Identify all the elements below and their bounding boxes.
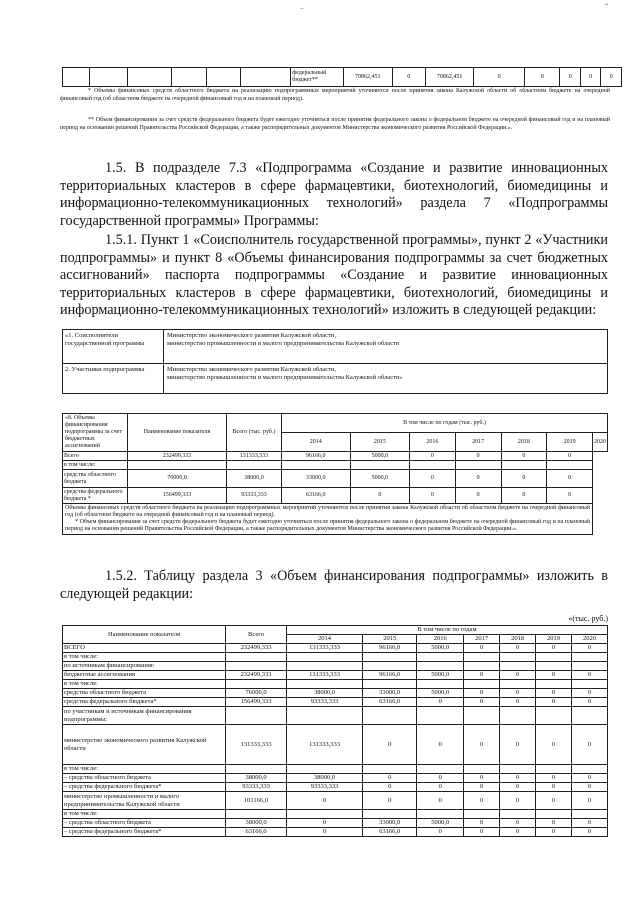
table-cell [128, 461, 227, 470]
table-cell [226, 662, 287, 671]
row-name: по источникам финансирования: [63, 662, 226, 671]
table-row [63, 653, 608, 662]
table-cell [464, 680, 500, 689]
table-cell: 0 [500, 783, 536, 792]
table-cell: 0 [350, 488, 409, 504]
table-cell [571, 707, 607, 725]
table-cell: 5000,0 [417, 689, 464, 698]
table-cell: 0 [571, 689, 607, 698]
top-table-fragment [62, 67, 622, 87]
table-cell [417, 765, 464, 774]
table-cell: 0 [571, 774, 607, 783]
table-cell [536, 810, 572, 819]
table-cell [350, 461, 409, 470]
table-cell: 0 [500, 792, 536, 810]
table-cell [363, 765, 417, 774]
year-header: 2016 [417, 635, 464, 644]
year-header: 2014 [287, 635, 363, 644]
table-cell: 0 [464, 819, 500, 828]
table-cell: 93333,333 [226, 783, 287, 792]
table-cell: 93333,333 [287, 783, 363, 792]
table-cell: 0 [417, 828, 464, 837]
table-cell: 0 [464, 828, 500, 837]
table-cell [571, 680, 607, 689]
financing-note: Объемы финансовых средств областного бюджета на реализацию подпрограммных мероприятий уточняются после принятия закона Калужской области об областном бюджете на очередной финансовый год (об областном бюджете на очередной финансовый год и на плановый период). [65, 505, 590, 518]
row-name: в том числе: [63, 810, 226, 819]
table-cell [417, 662, 464, 671]
table-cell: 38000,0 [226, 819, 287, 828]
row-name: в том числе: [63, 680, 226, 689]
year-header: 2014 [282, 433, 351, 452]
table-cell: 131333,333 [227, 452, 282, 461]
passport-row-label: 2. Участники подпрограммы [63, 364, 164, 394]
table-cell: 0 [524, 68, 560, 87]
table-cell: 0 [464, 774, 500, 783]
table-cell: 0 [464, 725, 500, 765]
header-total: Всего [226, 626, 287, 644]
row-name: по участникам и источникам финансирования подпрограммы: [63, 707, 226, 725]
year-header: 2020 [592, 433, 607, 452]
table-row [63, 783, 608, 792]
table-cell [464, 707, 500, 725]
table-cell [500, 765, 536, 774]
table-cell: 131333,333 [287, 671, 363, 680]
table-cell [417, 653, 464, 662]
table-cell: 0 [417, 725, 464, 765]
table-row [63, 810, 608, 819]
table-cell [363, 653, 417, 662]
table-cell [536, 662, 572, 671]
section-1-5-2-text [60, 568, 608, 603]
table-cell: 0 [536, 644, 572, 653]
table-cell: 0 [547, 470, 593, 488]
table-cell [417, 707, 464, 725]
table-cell: 0 [392, 68, 425, 87]
table-cell: 0 [571, 698, 607, 707]
table-cell: 0 [287, 828, 363, 837]
table-cell: 0 [455, 488, 501, 504]
table-cell: 0 [500, 828, 536, 837]
table-cell [287, 765, 363, 774]
table-cell: 0 [410, 488, 456, 504]
table-cell: 0 [287, 792, 363, 810]
table-cell: 0 [500, 698, 536, 707]
table-row [63, 452, 608, 461]
table-cell: 0 [464, 698, 500, 707]
table-cell: 0 [455, 452, 501, 461]
table-cell: 0 [410, 470, 456, 488]
table-cell: 0 [500, 644, 536, 653]
table-cell: 131333,333 [287, 644, 363, 653]
table-cell [500, 680, 536, 689]
table-cell: 0 [580, 68, 600, 87]
table-cell [500, 810, 536, 819]
table-cell: 232499,333 [226, 644, 287, 653]
table-cell: 0 [536, 774, 572, 783]
table-cell: 0 [501, 488, 547, 504]
top-footnote-1: * Объемы финансовых средств областного бюджета на реализацию подпрограммных мероприятий уточняются после принятия закона Калужской области об областном бюджете на очередной финансовый год (об областном бюджете на очередной финансовый год и на плановый период). [60, 88, 610, 102]
row-name: министерство промышленности и малого предпринимательства Калужской области [63, 792, 226, 810]
table-cell: 0 [363, 774, 417, 783]
table-cell: 0 [571, 783, 607, 792]
table-cell: 0 [536, 698, 572, 707]
table-cell [287, 653, 363, 662]
table-row [63, 819, 608, 828]
table-cell: 0 [464, 644, 500, 653]
table-cell: 38000,0 [227, 470, 282, 488]
table-cell: 0 [571, 644, 607, 653]
table-cell [571, 653, 607, 662]
table-cell [500, 653, 536, 662]
top-table-label: федеральный бюджет** [291, 68, 344, 87]
table-cell: 33000,0 [282, 470, 351, 488]
table-cell: 0 [464, 689, 500, 698]
table-row [63, 662, 608, 671]
table-cell [500, 707, 536, 725]
financing-notes [63, 504, 593, 535]
table-cell: 0 [571, 671, 607, 680]
table-cell [226, 680, 287, 689]
passport-value-line: Министерство экономического развития Калужской области, [167, 366, 336, 373]
table-cell [226, 810, 287, 819]
passport-value-line: Министерство экономического развития Калужской области, [167, 332, 336, 339]
table-cell: 0 [560, 68, 580, 87]
table-cell [536, 707, 572, 725]
table-cell [417, 680, 464, 689]
table-cell: 33000,0 [363, 819, 417, 828]
table-cell: 0 [287, 819, 363, 828]
table-cell [282, 461, 351, 470]
table-cell: 0 [601, 68, 622, 87]
table-cell: 38000,0 [226, 774, 287, 783]
table-cell: 0 [536, 819, 572, 828]
table-cell [287, 662, 363, 671]
table-cell: 0 [500, 671, 536, 680]
table-cell: 63166,0 [282, 488, 351, 504]
year-header: 2018 [501, 433, 547, 452]
table-row [63, 698, 608, 707]
table-cell: 0 [547, 488, 593, 504]
table-cell: 0 [571, 828, 607, 837]
financing-table [62, 625, 608, 837]
paragraph-1-5-1: 1.5.1. Пункт 1 «Соисполнитель государственной программы», пункт 2 «Участники подпрограммы» и пункт 8 «Объемы финансирования подпрограммы за счет бюджетных ассигнований» паспорта подпрограммы «Создание и развитие инновационных территориальных кластеров в сфере фармацевтики, биотехнологий, биомедицины и информационно-телекоммуникационных технологий» изложить в следующей редакции: [60, 232, 608, 318]
row-name: – средства областного бюджета [63, 819, 226, 828]
table-cell: 5000,0 [417, 644, 464, 653]
table-row [63, 644, 608, 653]
passport-financing-table [62, 413, 608, 535]
year-header: 2017 [455, 433, 501, 452]
table-cell [227, 461, 282, 470]
table-cell [464, 810, 500, 819]
table-row [63, 725, 608, 765]
row-name: в том числе: [63, 461, 128, 470]
passport-row-value [164, 330, 608, 364]
table-cell: 76000,0 [128, 470, 227, 488]
table-cell: 93333,333 [287, 698, 363, 707]
table-cell: 38000,0 [287, 774, 363, 783]
table-cell: 0 [363, 783, 417, 792]
table-cell: 0 [410, 452, 456, 461]
table-cell [287, 707, 363, 725]
table-cell [500, 662, 536, 671]
table-row [63, 461, 608, 470]
table-cell: 0 [474, 68, 525, 87]
table-cell [417, 810, 464, 819]
table-cell: 96166,0 [363, 644, 417, 653]
table-cell: 0 [536, 792, 572, 810]
row-name: бюджетные ассигнования [63, 671, 226, 680]
table-cell [536, 765, 572, 774]
year-header: 2018 [500, 635, 536, 644]
year-header: 2015 [350, 433, 409, 452]
table-row [63, 470, 608, 488]
table-cell: 5000,0 [417, 671, 464, 680]
table-cell: 96166,0 [363, 671, 417, 680]
corner-mark: _ [300, 2, 304, 10]
table-cell: 131333,333 [287, 725, 363, 765]
table-cell: 38000,0 [287, 689, 363, 698]
table-cell: 0 [536, 671, 572, 680]
header-name: Наименование показателя [63, 626, 226, 644]
table-row [63, 774, 608, 783]
table-cell: 0 [571, 792, 607, 810]
row-name: средства федерального бюджета * [63, 488, 128, 504]
table-cell [226, 653, 287, 662]
table-cell: 156499,333 [128, 488, 227, 504]
table-cell [226, 765, 287, 774]
table-row [63, 792, 608, 810]
row-name: – средства федерального бюджета* [63, 783, 226, 792]
table-cell [501, 461, 547, 470]
table-row [63, 488, 608, 504]
table-cell: 63166,0 [363, 828, 417, 837]
table-cell: 63166,0 [226, 828, 287, 837]
table-cell: 0 [417, 774, 464, 783]
table-cell: 0 [547, 452, 593, 461]
table-cell: 5000,0 [417, 819, 464, 828]
section-1-5-text [60, 160, 608, 230]
table-cell: 5000,0 [350, 452, 409, 461]
row-name: средства областного бюджета [63, 470, 128, 488]
row-name: Всего [63, 452, 128, 461]
table-cell: 0 [363, 725, 417, 765]
row-name: министерство экономического развития Калужской области [63, 725, 226, 765]
table-cell: 232499,333 [128, 452, 227, 461]
passport-table [62, 329, 608, 394]
row-name: в том числе: [63, 653, 226, 662]
units-label: «(тыс. руб.) [568, 614, 608, 623]
table-cell [571, 810, 607, 819]
table-row [63, 828, 608, 837]
table-cell: 0 [417, 792, 464, 810]
table-row [63, 707, 608, 725]
table-cell: 131333,333 [226, 725, 287, 765]
table-row [63, 689, 608, 698]
table-cell: 0 [500, 689, 536, 698]
table-cell: 0 [363, 792, 417, 810]
table-cell: 76000,0 [226, 689, 287, 698]
passport-row-label: «1. Соисполнители государственной программы [63, 330, 164, 364]
table-cell [226, 707, 287, 725]
header-name: Наименование показателя [128, 414, 227, 452]
table-row [63, 680, 608, 689]
table-cell: 0 [417, 783, 464, 792]
table-cell [287, 680, 363, 689]
paragraph-1-5: 1.5. В подразделе 7.3 «Подпрограмма «Создание и развитие инновационных территориальных кластеров в сфере фармацевтики, биотехнологий, биомедицины и информационно-телекоммуникационных технологий» раздела 7 «Подпрограммы государственной программы» Программы: [60, 160, 608, 229]
financing-note: * Объем финансирования за счет средств федерального бюджета будет ежегодно уточняться после принятия федерального закона о федеральном бюджете на очередной финансовый год и на плановый период на основании решений Правительства Российской Федерации, а также распорядительных документов Министерства экономического развития Российской Федерации.». [65, 519, 590, 532]
table-cell: 0 [464, 671, 500, 680]
table-cell: 0 [501, 452, 547, 461]
header-total: Всего (тыс. руб.) [227, 414, 282, 452]
table-cell: 0 [571, 819, 607, 828]
header-years: В том числе по годам [287, 626, 608, 635]
table-cell: 0 [464, 783, 500, 792]
table-cell: 0 [455, 470, 501, 488]
year-header: 2016 [410, 433, 456, 452]
table-row [63, 671, 608, 680]
table-cell: 156499,333 [226, 698, 287, 707]
table-cell [571, 765, 607, 774]
header-years: В том числе по годам (тыс. руб.) [282, 414, 608, 433]
table-cell: 93333,333 [227, 488, 282, 504]
row-name: ВСЕГО [63, 644, 226, 653]
table-cell [287, 810, 363, 819]
passport-value-line: министерство промышленности и малого предпринимательства Калужской области [167, 340, 400, 347]
table-cell: 0 [536, 783, 572, 792]
table-cell [464, 662, 500, 671]
corner-mark: “ [605, 2, 609, 10]
table-cell: 5000,0 [350, 470, 409, 488]
row-name: – средства федерального бюджета* [63, 828, 226, 837]
table-cell [536, 653, 572, 662]
table-cell: 0 [501, 470, 547, 488]
table-cell [410, 461, 456, 470]
top-footnote-2: ** Объем финансирования за счет средств федерального бюджета будет ежегодно уточняться после принятия федерального закона о федеральном бюджете на очередной финансовый год и на плановый период на основании решений Правительства Российской Федерации, а также распорядительных документов Министерства экономического развития Российской Федерации.». [60, 117, 610, 131]
passport-row-value [164, 364, 608, 394]
table-cell: 0 [500, 725, 536, 765]
year-header: 2019 [536, 635, 572, 644]
table-cell [455, 461, 501, 470]
row-name: средства областного бюджета [63, 689, 226, 698]
year-header: 2019 [547, 433, 593, 452]
table-cell: 0 [536, 828, 572, 837]
section-1-5-1-text [60, 232, 608, 320]
table-cell: 0 [500, 774, 536, 783]
table-cell [363, 680, 417, 689]
row-name: в том числе: [63, 765, 226, 774]
table-cell [363, 810, 417, 819]
table-cell: 0 [464, 792, 500, 810]
table-cell: 232499,333 [226, 671, 287, 680]
year-header: 2020 [571, 635, 607, 644]
table-cell [363, 707, 417, 725]
table-cell: 33000,0 [363, 689, 417, 698]
table-cell [464, 765, 500, 774]
table-cell: 70862,451 [425, 68, 473, 87]
year-header: 2015 [363, 635, 417, 644]
row-name: – средства областного бюджета [63, 774, 226, 783]
passport-value-line: министерство промышленности и малого предпринимательства Калужской области» [167, 374, 403, 381]
table-cell: 0 [536, 725, 572, 765]
table-cell: 0 [417, 698, 464, 707]
table-cell: 101166,0 [226, 792, 287, 810]
table-cell: 63166,0 [363, 698, 417, 707]
financing-label: «8. Объемы финансирования подпрограммы за счет бюджетных ассигнований [63, 414, 128, 452]
table-cell [363, 662, 417, 671]
table-cell: 0 [500, 819, 536, 828]
table-cell [464, 653, 500, 662]
table-cell: 96166,0 [282, 452, 351, 461]
table-cell [536, 680, 572, 689]
table-cell: 0 [571, 725, 607, 765]
year-header: 2017 [464, 635, 500, 644]
paragraph-1-5-2: 1.5.2. Таблицу раздела 3 «Объем финансирования подпрограммы» изложить в следующей редакции: [60, 568, 608, 602]
table-cell: 0 [536, 689, 572, 698]
table-row [63, 765, 608, 774]
table-cell [547, 461, 593, 470]
row-name: средства федерального бюджета* [63, 698, 226, 707]
table-cell [571, 662, 607, 671]
table-cell: 70862,451 [344, 68, 392, 87]
